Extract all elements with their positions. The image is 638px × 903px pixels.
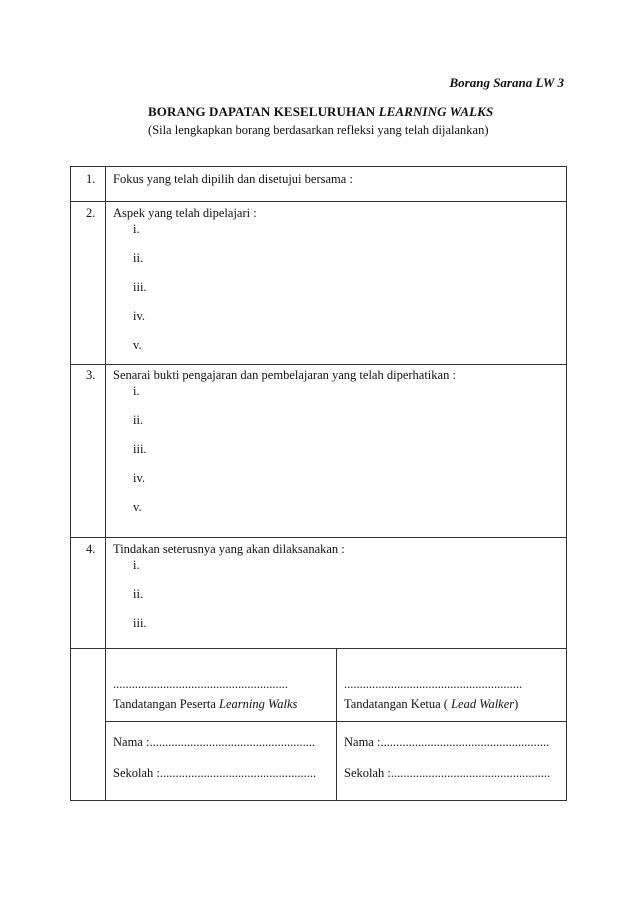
school-field-left: Sekolah :.................................................. — [113, 766, 317, 780]
list-item: v. — [133, 500, 142, 514]
list-item: iii. — [133, 442, 147, 456]
form-subtitle: (Sila lengkapkan borang berdasarkan refleksi yang telah dijalankan) — [148, 123, 489, 137]
list-item: ii. — [133, 413, 144, 427]
signature-label-prefix: Tandatangan Peserta — [113, 697, 220, 711]
list-item: i. — [133, 558, 140, 572]
list-item: iii. — [133, 280, 147, 294]
list-item: iv. — [133, 309, 146, 323]
row-divider — [70, 648, 567, 649]
row-divider — [70, 201, 567, 202]
row-question: Aspek yang telah dipelajari : — [113, 206, 257, 220]
list-item: i. — [133, 222, 140, 236]
row-question: Senarai bukti pengajaran dan pembelajaran yang telah diperhatikan : — [113, 368, 456, 382]
row-number: 4. — [86, 542, 96, 556]
signature-column-divider — [336, 648, 337, 801]
signature-label-suffix: ) — [514, 697, 519, 711]
row-divider — [70, 364, 567, 365]
title-main: BORANG DAPATAN KESELURUHAN — [148, 104, 379, 119]
signature-label-prefix: Tandatangan Ketua ( — [344, 697, 452, 711]
list-item: ii. — [133, 587, 144, 601]
school-field-right: Sekolah :................................................... — [344, 766, 551, 780]
table-right-border — [566, 166, 567, 801]
table-top-border — [70, 166, 567, 167]
signature-label-italic: Lead Walker — [451, 697, 515, 711]
row-number: 1. — [86, 172, 96, 186]
signature-line-right: ......................................................... — [344, 677, 523, 691]
row-question: Tindakan seterusnya yang akan dilaksanakan : — [113, 542, 345, 556]
signature-label-left — [113, 697, 297, 712]
row-number: 3. — [86, 368, 96, 382]
signature-label-right — [344, 697, 518, 712]
row-divider — [70, 537, 567, 538]
list-item: i. — [133, 384, 140, 398]
table-left-border — [70, 166, 71, 801]
list-item: v. — [133, 338, 142, 352]
list-item: iv. — [133, 471, 146, 485]
title-italic: LEARNING WALKS — [378, 104, 494, 119]
number-column-divider — [105, 166, 106, 801]
name-field-right: Nama :...................................................... — [344, 735, 550, 749]
form-reference: Borang Sarana LW 3 — [449, 75, 564, 90]
table-bottom-border — [70, 800, 567, 801]
row-number: 2. — [86, 206, 96, 220]
name-field-left: Nama :..................................................... — [113, 735, 316, 749]
signature-line-left: ........................................................ — [113, 677, 288, 691]
signature-label-italic: Learning Walks — [219, 697, 298, 711]
row-question: Fokus yang telah dipilih dan disetujui bersama : — [113, 172, 353, 186]
form-title — [148, 104, 493, 120]
list-item: ii. — [133, 251, 144, 265]
list-item: iii. — [133, 616, 147, 630]
